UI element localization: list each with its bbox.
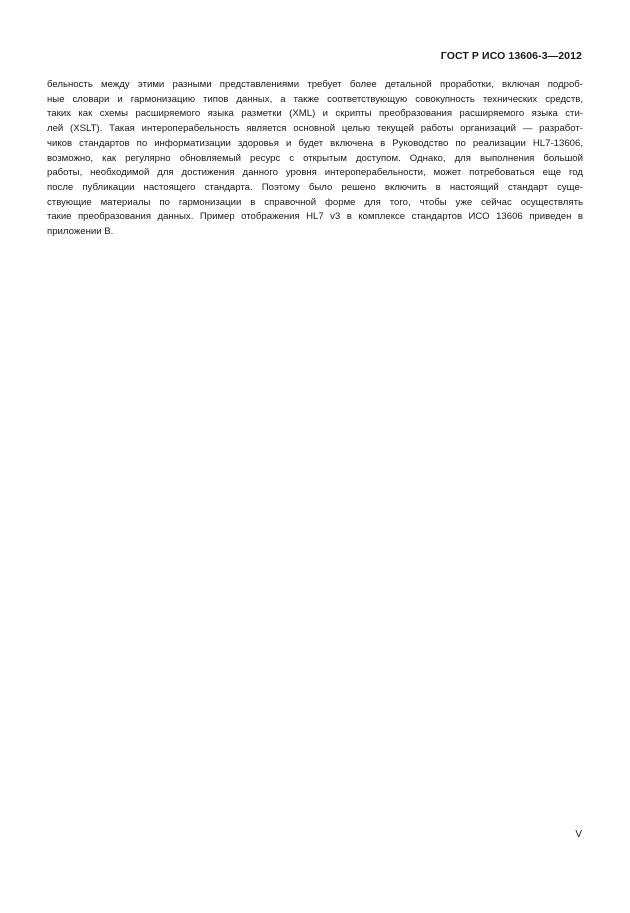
- paragraph-line: приложении В.: [47, 226, 114, 238]
- paragraph-line: ствующие материалы по гармонизации в справочной форме для того, чтобы уже сейчас осуществлять: [47, 196, 583, 208]
- paragraph-line: возможно, как регулярно обновляемый ресурс с открытым доступом. Однако, для выполнения большой: [47, 152, 583, 164]
- paragraph-line: ные словари и гармонизацию типов данных, а также соответствующую совокупность технических средств,: [47, 93, 583, 105]
- paragraph-line: после публикации настоящего стандарта. Поэтому было решено включить в настоящий стандарт суще-: [47, 181, 583, 193]
- paragraph-line: работы, необходимой для достижения данного уровня интероперабельности, может потребоваться еще год: [47, 167, 583, 179]
- paragraph-line: лей (XSLT). Такая интероперабельность является основной целью текущей работы организаций — разработ-: [47, 123, 583, 135]
- paragraph-line: чиков стандартов по информатизации здоровья и будет включена в Руководство по реализации HL7-13606,: [47, 137, 583, 149]
- document-code-header: ГОСТ Р ИСО 13606-3—2012: [440, 50, 582, 62]
- page-number: V: [575, 829, 582, 840]
- paragraph-line: такие преобразования данных. Пример отображения HL7 v3 в комплексе стандартов ИСО 13606 приведен в: [47, 211, 583, 223]
- body-paragraph: [47, 78, 583, 240]
- paragraph-line: таких как схемы расширяемого языка разметки (XML) и скрипты преобразования расширяемого языка сти-: [47, 108, 583, 120]
- paragraph-line: бельность между этими разными представлениями требует более детальной проработки, включая подроб-: [47, 79, 583, 90]
